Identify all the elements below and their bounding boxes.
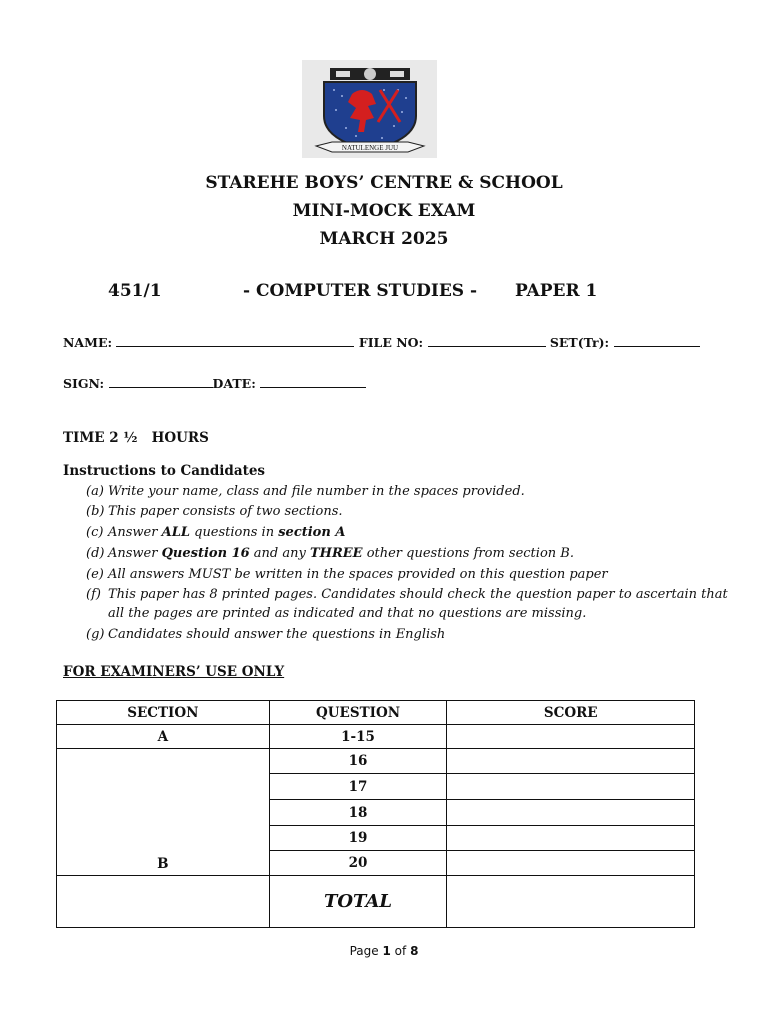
candidate-details-row bbox=[63, 334, 700, 350]
score-cell[interactable] bbox=[447, 800, 695, 826]
score-cell[interactable] bbox=[447, 851, 695, 876]
instruction-label: (a) bbox=[86, 484, 104, 499]
instruction-emphasis: Question 16 bbox=[161, 546, 250, 561]
date-label: DATE: bbox=[212, 376, 256, 391]
page-footer bbox=[0, 944, 768, 958]
sign-date-row bbox=[63, 375, 366, 391]
score-cell[interactable] bbox=[447, 774, 695, 800]
header-question: QUESTION bbox=[269, 701, 447, 725]
date-field[interactable] bbox=[260, 375, 366, 388]
question-cell: 17 bbox=[269, 774, 447, 800]
table-row bbox=[57, 749, 695, 774]
page-word: Page bbox=[349, 944, 379, 958]
instruction-text: Candidates should answer the questions in English bbox=[108, 627, 446, 642]
instruction-label: (b) bbox=[86, 504, 105, 519]
sign-label: SIGN: bbox=[63, 376, 105, 391]
examiners-use-title: FOR EXAMINERS’ USE ONLY bbox=[63, 664, 285, 680]
paper-number: PAPER 1 bbox=[515, 281, 598, 301]
page-total: 8 bbox=[410, 944, 419, 958]
instruction-item bbox=[86, 587, 728, 602]
instruction-text: other questions from section B. bbox=[362, 546, 574, 561]
score-table bbox=[56, 700, 695, 928]
score-cell[interactable] bbox=[447, 725, 695, 749]
header-section: SECTION bbox=[57, 701, 270, 725]
instruction-text: Write your name, class and file number in the spaces provided. bbox=[108, 484, 525, 499]
instruction-text: questions in bbox=[189, 525, 279, 540]
school-crest-logo bbox=[302, 60, 437, 158]
time-allowed: TIME 2 ½ HOURS bbox=[63, 430, 209, 446]
instruction-text: Answer bbox=[108, 525, 162, 540]
instruction-item bbox=[86, 484, 525, 499]
instruction-item bbox=[86, 525, 345, 540]
instruction-text: and any bbox=[249, 546, 310, 561]
question-cell: 18 bbox=[269, 800, 447, 826]
instruction-item bbox=[86, 627, 445, 642]
instruction-text: This paper consists of two sections. bbox=[108, 504, 343, 519]
section-a-cell: A bbox=[57, 725, 270, 749]
exam-date: MARCH 2025 bbox=[319, 229, 449, 249]
instruction-label: (e) bbox=[86, 567, 104, 582]
table-header-row bbox=[57, 701, 695, 725]
total-score-cell[interactable] bbox=[447, 876, 695, 928]
file-no-field[interactable] bbox=[428, 334, 546, 347]
sign-field[interactable] bbox=[109, 375, 213, 388]
score-cell[interactable] bbox=[447, 826, 695, 851]
score-cell[interactable] bbox=[447, 749, 695, 774]
instruction-emphasis: THREE bbox=[309, 546, 363, 561]
set-field[interactable] bbox=[614, 334, 700, 347]
name-label: NAME: bbox=[63, 335, 113, 350]
instructions-title: Instructions to Candidates bbox=[63, 463, 266, 479]
instruction-emphasis: ALL bbox=[161, 525, 190, 540]
question-cell: 20 bbox=[269, 851, 447, 876]
exam-title: MINI-MOCK EXAM bbox=[292, 201, 476, 221]
school-name: STAREHE BOYS’ CENTRE & SCHOOL bbox=[205, 173, 563, 193]
paper-subject: - COMPUTER STUDIES - bbox=[243, 281, 478, 301]
section-b-cell: B bbox=[57, 749, 270, 876]
instruction-item bbox=[86, 567, 608, 582]
instruction-label: (f) bbox=[86, 587, 101, 602]
question-cell: 1-15 bbox=[269, 725, 447, 749]
instruction-continuation: all the pages are printed as indicated and that no questions are missing. bbox=[108, 606, 587, 621]
instruction-text: All answers MUST be written in the spaces provided on this question paper bbox=[108, 567, 608, 582]
instruction-item bbox=[86, 504, 343, 519]
instruction-item bbox=[86, 546, 574, 561]
instruction-text: This paper has 8 printed pages. Candidates should check the question paper to ascertain that bbox=[108, 587, 728, 602]
of-word: of bbox=[394, 944, 407, 958]
instruction-emphasis: section A bbox=[278, 525, 346, 540]
page-current: 1 bbox=[382, 944, 391, 958]
total-row bbox=[57, 876, 695, 928]
question-cell: 16 bbox=[269, 749, 447, 774]
name-field[interactable] bbox=[116, 334, 354, 347]
crest-motto: NATULENGE JUU bbox=[341, 144, 399, 152]
instruction-label: (c) bbox=[86, 525, 104, 540]
set-label: SET(Tr): bbox=[549, 335, 610, 350]
question-cell: 19 bbox=[269, 826, 447, 851]
instruction-label: (g) bbox=[86, 627, 105, 642]
total-label: TOTAL bbox=[269, 876, 447, 928]
header-score: SCORE bbox=[447, 701, 695, 725]
paper-code: 451/1 bbox=[108, 281, 162, 301]
instruction-text: Answer bbox=[108, 546, 162, 561]
table-row bbox=[57, 725, 695, 749]
instruction-label: (d) bbox=[86, 546, 105, 561]
total-empty-cell bbox=[57, 876, 270, 928]
file-no-label: FILE NO: bbox=[358, 335, 424, 350]
